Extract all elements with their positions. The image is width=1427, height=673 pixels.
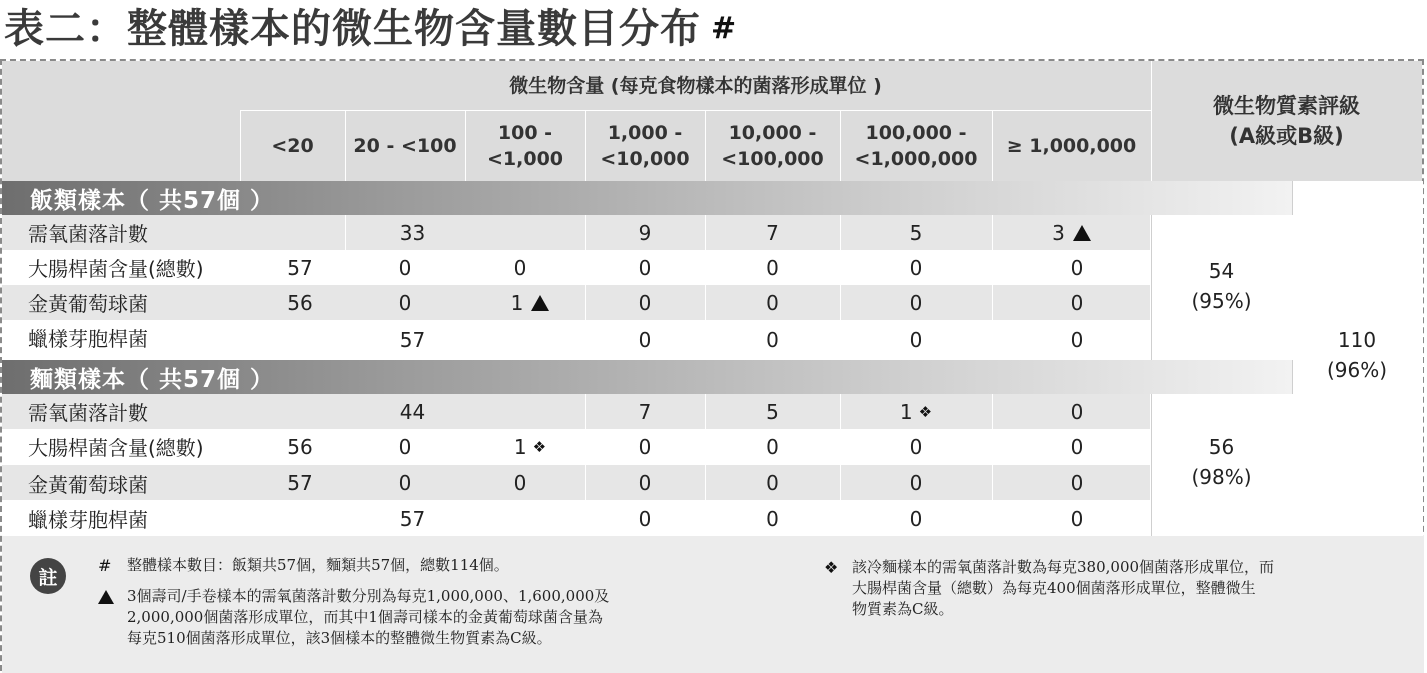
note-triangle-line: 2,000,000個菌落形成單位，而其中1個壽司樣本的金黃葡萄球菌含量為 [127,608,603,626]
cell-value: 0 [909,255,923,280]
range-header-1-l1: 20 - <100 [353,135,457,157]
note-badge-icon: 註 [30,558,66,594]
triangle-note-icon [1073,225,1091,241]
cell-value: 7 [766,220,779,245]
cell-value: 0 [766,290,779,315]
row-label: 需氧菌落計數 [28,222,148,246]
cell-value: 0 [766,506,779,531]
triangle-note-icon [98,590,114,604]
diamond-note-icon: ❖ [532,438,547,456]
cell-value-flagged [840,394,992,429]
cell-value-flagged [465,429,595,465]
cell-value: 0 [1070,328,1084,352]
range-header-2-l1: 100 - [497,122,553,144]
overall-rating-pct: (96%) [1326,358,1388,382]
cell-value: 0 [638,328,652,352]
cell-value: 0 [638,471,652,495]
column-divider [345,215,346,250]
cell-value: 0 [398,290,412,315]
cell-value: 0 [766,471,779,495]
note-hash-text: 整體樣本數目：飯類共57個，麵類共57個，總數114個。 [127,556,509,574]
range-header-6 [992,111,1151,181]
cell-value: 0 [513,255,527,280]
notes-panel [2,536,1424,673]
column-divider [840,215,841,360]
cell-value: 0 [766,255,779,280]
cell-value: 3 [1052,220,1065,245]
range-header-3 [585,111,705,181]
range-header-4 [705,111,840,181]
range-header-6-l1: ≥ 1,000,000 [1006,135,1137,157]
column-divider [1151,61,1152,181]
cell-value: 0 [909,328,923,352]
cell-value: 0 [1070,399,1084,424]
cell-value: 57 [287,255,313,280]
rice-rating-value: 54 [1208,259,1235,283]
cell-value: 0 [1070,435,1084,459]
noodle-rating [1151,432,1292,492]
cell-value: 0 [1070,255,1084,280]
cell-value: 0 [1070,506,1084,531]
cell-value-flagged [465,285,595,320]
range-header-5-l1: 100,000 - [865,122,967,144]
table-title-text: 表二：整體樣本的微生物含量數目分布 [4,6,701,52]
column-divider [840,110,841,181]
cell-value: 56 [287,435,313,459]
row-label: 需氧菌落計數 [28,401,148,425]
column-divider [705,110,706,181]
section-noodle-title: 麵類樣本（ 共57個 ） [2,360,1292,394]
cell-value: 5 [766,399,779,424]
cell-value: 0 [638,435,652,459]
cell-value: 0 [638,255,652,280]
cell-value: 57 [287,471,313,495]
cell-value: 0 [766,328,779,352]
range-header-5-l2: <1,000,000 [854,148,978,170]
cell-value: 5 [909,220,923,245]
noodle-rating-value: 56 [1208,435,1235,459]
noodle-rating-pct: (98%) [1191,465,1252,489]
column-divider [240,110,241,181]
cell-value: 0 [1070,471,1084,495]
column-divider [705,215,706,360]
merged-value: 57 [399,328,426,352]
note-diamond-line: 物質素為C級。 [852,600,954,618]
cell-value-flagged [992,215,1151,250]
column-divider [585,110,586,181]
rice-rating [1151,256,1292,316]
range-header-2-l2: <1,000 [486,148,564,170]
range-header-3-l2: <10,000 [600,148,690,170]
row-label: 蠟樣芽胞桿菌 [28,508,148,532]
row-label: 金黃葡萄球菌 [28,472,148,497]
column-divider [585,394,586,536]
note-triangle-text [127,586,717,649]
cell-value: 7 [638,399,652,424]
range-header-2 [465,111,585,181]
note-triangle-line: 3個壽司/手卷樣本的需氧菌落計數分別為每克1,000,000、1,600,000及 [127,587,610,605]
rating-header [1151,61,1422,181]
column-divider [705,394,706,536]
cell-value: 56 [287,290,313,315]
cell-value: 1 [899,399,913,424]
cell-value: 0 [513,471,527,495]
rice-rating-pct: (95%) [1191,289,1252,313]
cell-value: 0 [909,506,923,531]
note-diamond-line: 該冷麵樣本的需氧菌落計數為每克380,000個菌落形成單位，而 [852,558,1275,576]
range-header-4-l2: <100,000 [721,148,824,170]
overall-rating-value: 110 [1337,328,1377,352]
cell-value: 0 [638,506,652,531]
column-divider [992,215,993,360]
cell-value: 0 [909,471,923,495]
range-header-5 [840,111,992,181]
merged-value: 33 [399,220,426,245]
merged-value: 57 [399,506,426,531]
microbe-content-header: 微生物含量 (每克食物樣本的菌落形成單位 ) [509,75,882,97]
row-label: 蠟樣芽胞桿菌 [28,327,148,351]
range-header-3-l1: 1,000 - [607,122,683,144]
rating-header-line2: (A級或B級) [1229,124,1344,148]
diamond-note-icon: ❖ [918,402,933,421]
column-divider [992,110,993,181]
cell-value: 0 [1070,290,1084,315]
range-header-0 [240,111,345,181]
title-hash-mark: # [711,11,738,46]
column-divider [585,215,586,360]
overall-rating [1292,325,1422,385]
cell-value: 9 [638,220,652,245]
column-divider [992,394,993,536]
note-diamond-text [852,557,1352,620]
table-title [4,0,737,58]
row-label: 大腸桿菌含量(總數) [28,257,204,281]
range-header-1 [345,111,465,181]
rating-header-line1: 微生物質素評級 [1213,94,1360,118]
diamond-note-icon: ❖ [824,558,839,577]
cell-value: 0 [398,435,412,459]
cell-value: 0 [909,435,923,459]
triangle-note-icon [531,295,549,311]
cell-value: 0 [638,290,652,315]
column-divider [465,110,466,181]
section-rice-title: 飯類樣本（ 共57個 ） [2,181,1292,215]
note-diamond-line: 大腸桿菌含量（總數）為每克400個菌落形成單位，整體微生 [852,579,1256,597]
column-divider [345,110,346,181]
range-header-0-l1: <20 [271,135,314,157]
note-hash-mark: # [98,556,112,575]
cell-value: 1 [510,290,524,315]
row-label: 大腸桿菌含量(總數) [28,436,204,460]
cell-value: 0 [398,255,412,280]
row-label: 金黃葡萄球菌 [28,292,148,316]
note-triangle-line: 每克510個菌落形成單位，該3個樣本的整體微生物質素為C級。 [127,629,552,647]
cell-value: 0 [398,471,412,495]
cell-value: 1 [513,435,527,459]
column-divider [840,394,841,536]
cell-value: 0 [909,290,923,315]
merged-value: 44 [399,399,426,424]
range-header-4-l1: 10,000 - [728,122,817,144]
cell-value: 0 [766,435,779,459]
